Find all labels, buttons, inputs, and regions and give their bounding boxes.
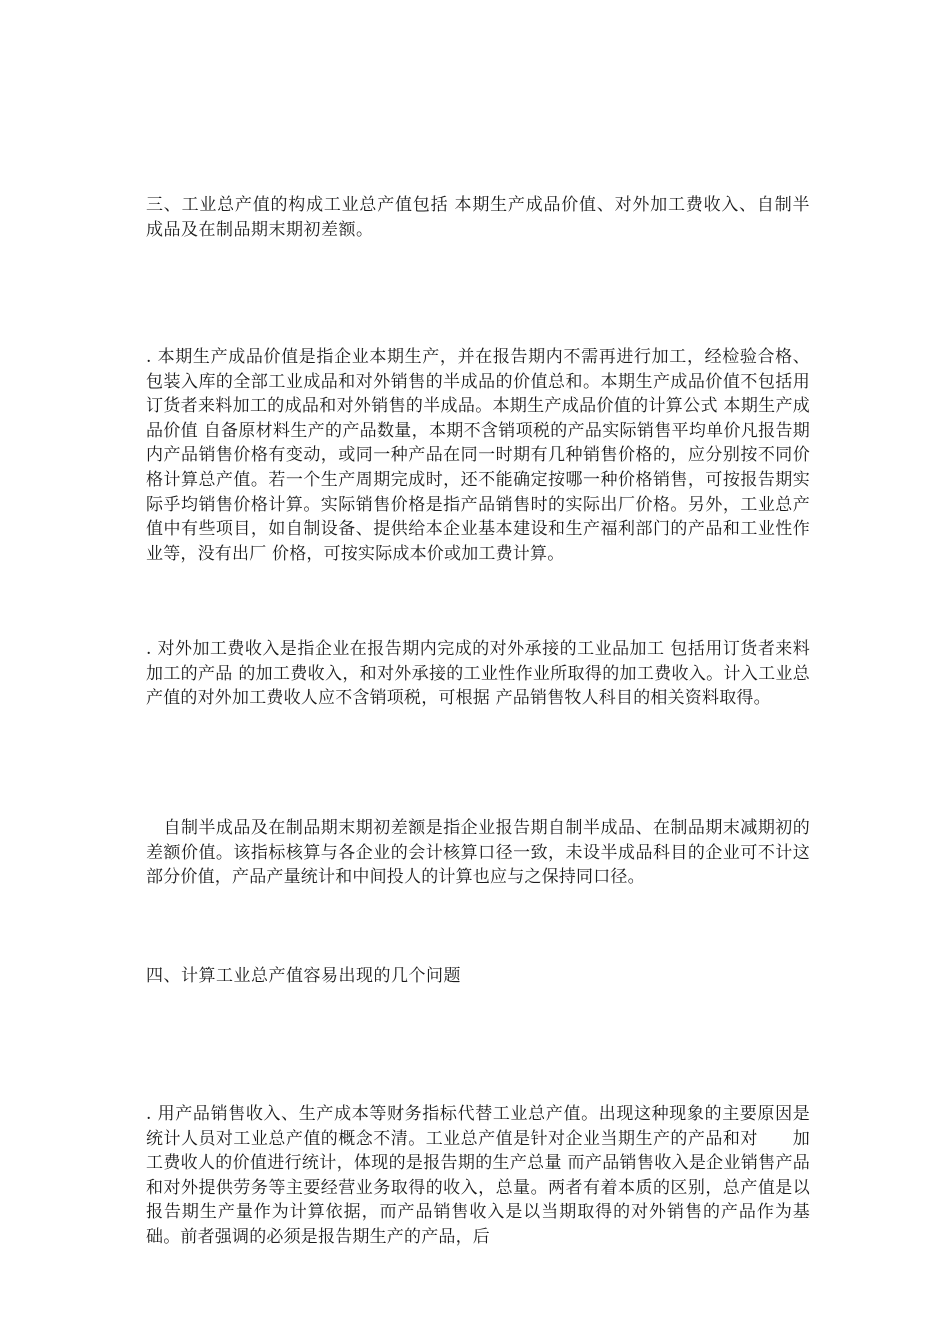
section-4-heading: 四、计算工业总产值容易出现的几个问题 — [146, 966, 461, 986]
paragraph-semi-finished-difference: 自制半成品及在制品期末期初差额是指企业报告期自制半成品、在制品期末减期初的差额价值。该指标核算与各企业的会计核算口径一致，未设半成品科目的企业可不计这部分价值，产品产量统计和中间投人的计算也应与之保持同口径。 — [146, 818, 810, 888]
paragraph-common-problems: . 用产品销售收入、生产成本等财务指标代替工业总产值。出现这种现象的主要原因是统计人员对工业总产值的概念不清。工业总产值是针对企业当期生产的产品和对 加工费收人的价值进行统计，体现的是报告期的生产总量 而产品销售收入是企业销售产品和对外提供劳务等主要经营业务取得的收入，总量。两者有着本质的区别，总产值是以报告期生产量作为计算依据，而产品销售收入是以当期取得的对外销售的产品作为基础。前者强调的必须是报告期生产的产品，后 — [146, 1104, 810, 1247]
paragraph-processing-fee-income: . 对外加工费收入是指企业在报告期内完成的对外承接的工业品加工 包括用订货者来料加工的产品 的加工费收入，和对外承接的工业性作业所取得的加工费收入。计入工业总产值的对外加工费收人应不含销项税，可根据 产品销售牧人科目的相关资料取得。 — [146, 639, 810, 709]
paragraph-current-output-value: . 本期生产成品价值是指企业本期生产，并在报告期内不需再进行加工，经检验合格、包装入库的全部工业成品和对外销售的半成品的价值总和。本期生产成品价值不包括用订货者来料加工的成品和对外销售的半成品。本期生产成品价值的计算公式 本期生产成品价值 自备原材料生产的产品数量，本期不含销项税的产品实际销售平均单价凡报告期内产品销售价格有变动，或同一种产品在同一时期有几种销售价格的，应分别按不同价格计算总产值。若一个生产周期完成时，还不能确定按哪一种价格销售，可按报告期实际乎均销售价格计算。实际销售价格是指产品销售时的实际出厂价格。另外，工业总产值中有些项目，如自制设备、提供给本企业基本建设和生产福利部门的产品和工业性作业等，没有出厂 价格，可按实际成本价或加工费计算。 — [146, 347, 810, 564]
section-3-heading: 三、工业总产值的构成工业总产值包括 本期生产成品价值、对外加工费收入、自制半成品及在制品期末期初差额。 — [146, 195, 810, 240]
